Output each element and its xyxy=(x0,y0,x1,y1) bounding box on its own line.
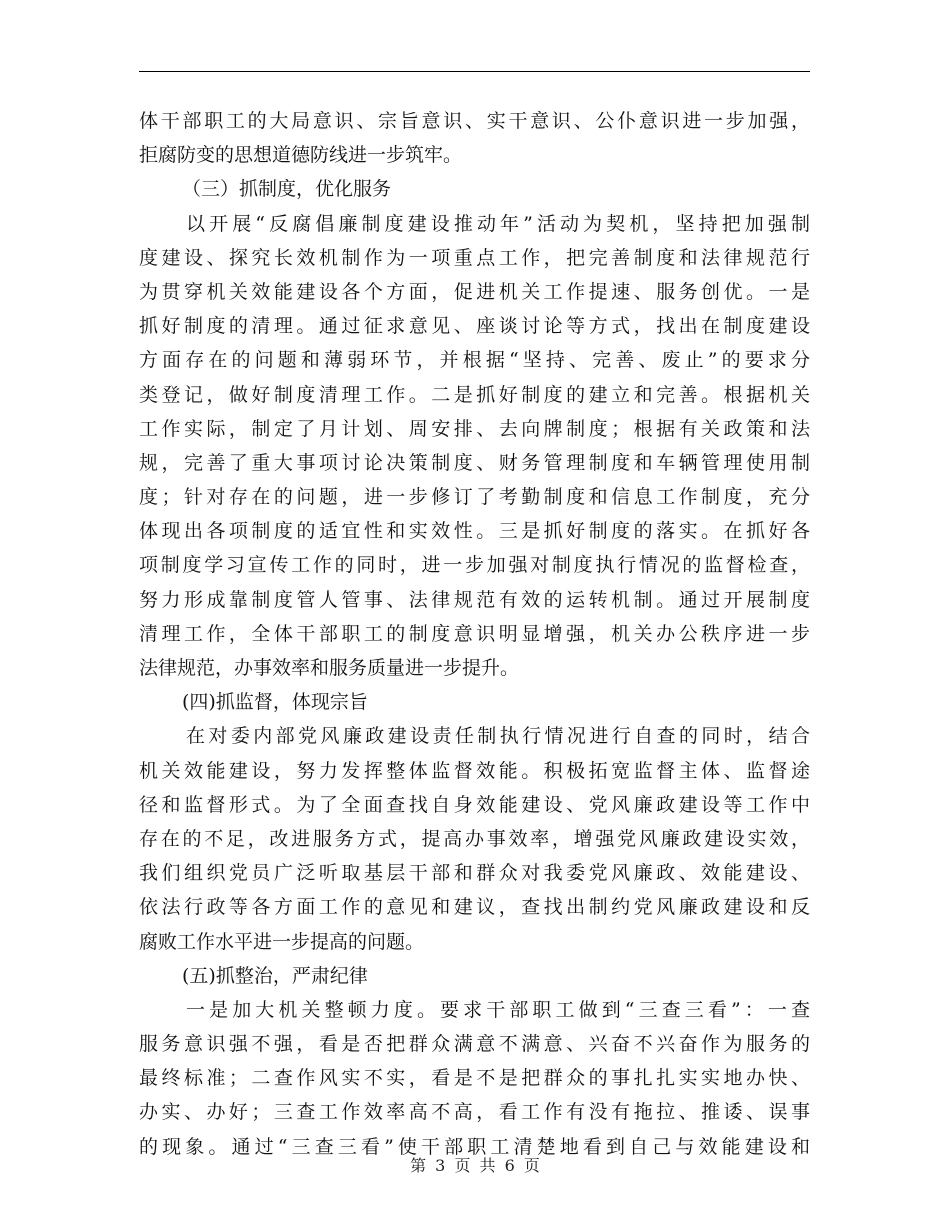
text-line: 抓好制度的清理。通过征求意见、座谈讨论等方式，找出在制度建设 xyxy=(139,315,810,338)
text-line: 服务意识强不强，看是否把群众满意不满意、兴奋不兴奋作为服务的 xyxy=(139,1033,810,1056)
text-line: 在对委内部党风廉政建设责任制执行情况进行自查的同时，结合 xyxy=(186,725,810,748)
text-line: 努力形成靠制度管人管事、法律规范有效的运转机制。通过开展制度 xyxy=(139,588,810,611)
text-line: 为贯穿机关效能建设各个方面，促进机关工作提速、服务创优。一是 xyxy=(139,280,810,303)
page-number: 第 3 页 共 6 页 xyxy=(410,1156,540,1175)
text-line: 工作实际，制定了月计划、周安排、去向牌制度；根据有关政策和法 xyxy=(139,417,810,440)
text-line: 以开展“反腐倡廉制度建设推动年”活动为契机，坚持把加强制 xyxy=(186,212,810,235)
text-line: 项制度学习宣传工作的同时，进一步加强对制度执行情况的监督检查， xyxy=(139,554,810,577)
section-heading: （三）抓制度，优化服务 xyxy=(182,178,392,201)
section-heading: (四)抓监督，体现宗旨 xyxy=(182,691,368,714)
section-heading: (五)抓整治，严肃纪律 xyxy=(182,964,368,987)
text-line: 类登记，做好制度清理工作。二是抓好制度的建立和完善。根据机关 xyxy=(139,383,810,406)
text-line: 的现象。通过“三查三看”使干部职工清楚地看到自己与效能建设和 xyxy=(139,1135,810,1158)
text-line: 规，完善了重大事项讨论决策制度、财务管理制度和车辆管理使用制 xyxy=(139,451,810,474)
text-line: 方面存在的问题和薄弱环节，并根据“坚持、完善、废止”的要求分 xyxy=(139,349,810,372)
text-line: 体干部职工的大局意识、宗旨意识、实干意识、公仆意识进一步加强， xyxy=(139,110,810,132)
text-line: 办实、办好；三查工作效率高不高，看工作有没有拖拉、推诿、误事 xyxy=(139,1101,810,1124)
text-line: 存在的不足，改进服务方式，提高办事效率，增强党风廉政建设实效， xyxy=(139,827,810,850)
text-line: 径和监督形式。为了全面查找自身效能建设、党风廉政建设等工作中 xyxy=(139,793,810,816)
header-rule xyxy=(139,71,810,72)
text-line: 度；针对存在的问题，进一步修订了考勤制度和信息工作制度，充分 xyxy=(139,486,810,509)
text-line: 我们组织党员广泛听取基层干部和群众对我委党风廉政、效能建设、 xyxy=(139,862,810,885)
document-body xyxy=(139,104,810,1164)
text-line: 依法行政等各方面工作的意见和建议，查找出制约党风廉政建设和反 xyxy=(139,896,810,919)
text-line: 拒腐防变的思想道德防线进一步筑牢。 xyxy=(139,144,463,167)
text-line: 清理工作，全体干部职工的制度意识明显增强，机关办公秩序进一步 xyxy=(139,622,810,645)
text-line: 最终标准；二查作风实不实，看是不是把群众的事扎扎实实地办快、 xyxy=(139,1067,810,1090)
text-line: 机关效能建设，努力发挥整体监督效能。积极拓宽监督主体、监督途 xyxy=(139,759,810,782)
text-line: 腐败工作水平进一步提高的问题。 xyxy=(139,930,425,953)
text-line: 一是加大机关整顿力度。要求干部职工做到“三查三看”：一查 xyxy=(186,998,810,1021)
text-line: 度建设、探究长效机制作为一项重点工作，把完善制度和法律规范行 xyxy=(139,246,810,269)
text-line: 法律规范，办事效率和服务质量进一步提升。 xyxy=(139,657,520,679)
text-line: 体现出各项制度的适宜性和实效性。三是抓好制度的落实。在抓好各 xyxy=(139,520,810,543)
